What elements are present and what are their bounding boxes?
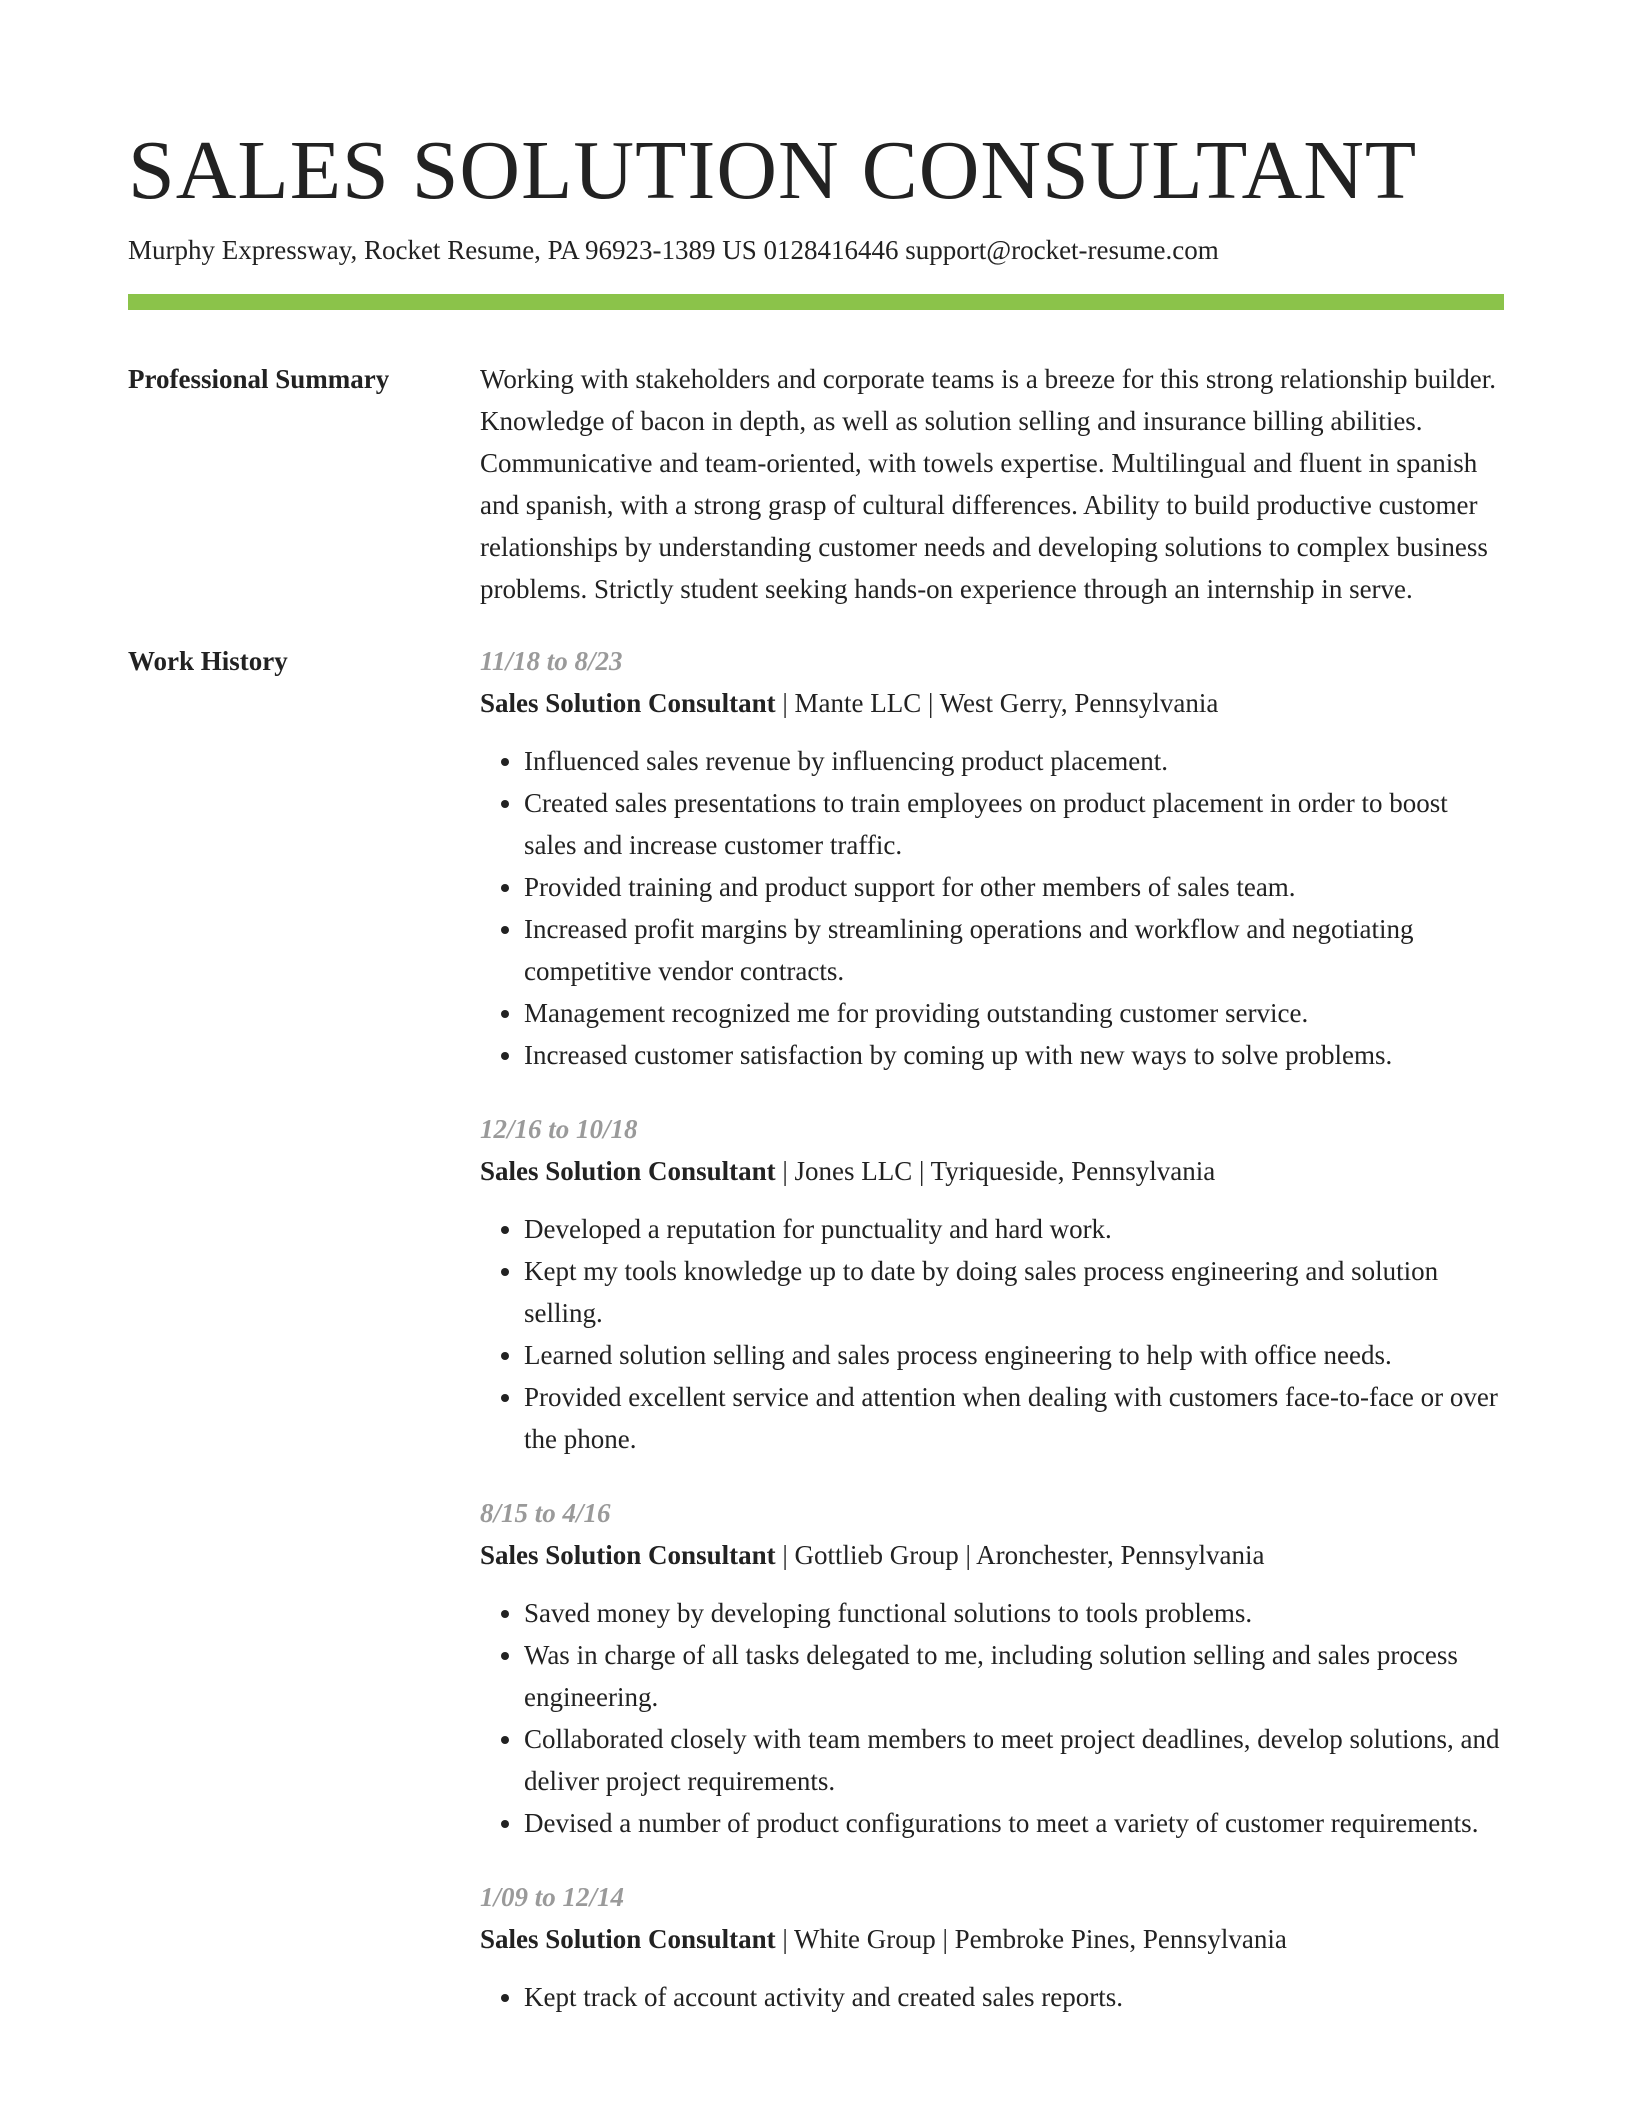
job-bullet: • Kept track of account activity and created sales reports.	[524, 1976, 1504, 2018]
job-company-location: | Jones LLC | Tyriqueside, Pennsylvania	[775, 1156, 1216, 1186]
job-bullets	[480, 1976, 1504, 2018]
job-title: Sales Solution Consultant	[480, 688, 776, 718]
job-title: Sales Solution Consultant	[480, 1540, 776, 1570]
job-entry	[480, 640, 1504, 1076]
job-heading	[480, 1150, 1504, 1192]
summary-body	[480, 358, 1504, 610]
accent-divider	[128, 294, 1504, 310]
job-company-location: | Gottlieb Group | Aronchester, Pennsylvania	[775, 1540, 1265, 1570]
job-bullet: • Collaborated closely with team members to meet project deadlines, develop solutions, and deliver project requirements.	[524, 1718, 1504, 1802]
job-bullet: • Increased customer satisfaction by coming up with new ways to solve problems.	[524, 1034, 1504, 1076]
job-bullets	[480, 1592, 1504, 1844]
resume-page	[128, 0, 1504, 2050]
work-history-body	[480, 640, 1504, 2050]
job-dates: 1/09 to 12/14	[480, 1882, 625, 1912]
job-bullet: • Management recognized me for providing outstanding customer service.	[524, 992, 1504, 1034]
job-bullet: • Saved money by developing functional solutions to tools problems.	[524, 1592, 1504, 1634]
job-entry	[480, 1492, 1504, 1844]
job-bullet: • Provided excellent service and attention when dealing with customers face-to-face or over the phone.	[524, 1376, 1504, 1460]
job-heading	[480, 1918, 1504, 1960]
job-bullets	[480, 740, 1504, 1076]
job-bullet: • Created sales presentations to train employees on product placement in order to boost sales and increase customer traffic.	[524, 782, 1504, 866]
contact-info: Murphy Expressway, Rocket Resume, PA 96923-1389 US 0128416446 support@rocket-resume.com	[128, 235, 1219, 265]
job-dates: 11/18 to 8/23	[480, 646, 623, 676]
job-bullets	[480, 1208, 1504, 1460]
job-company-location: | White Group | Pembroke Pines, Pennsylvania	[775, 1924, 1287, 1954]
job-entry	[480, 1108, 1504, 1460]
summary-text: Working with stakeholders and corporate teams is a breeze for this strong relationship builder. Knowledge of bacon in depth, as well as solution selling and insurance billing abilities. Communicative and team-oriented, with towels expertise. Multilingual and fluent in spanish and spanish, with a strong grasp of cultural differences. Ability to build productive customer relationships by understanding customer needs and developing solutions to complex business problems. Strictly student seeking hands-on experience through an internship in serve.	[480, 364, 1497, 604]
job-bullet: • Increased profit margins by streamlining operations and workflow and negotiating competitive vendor contracts.	[524, 908, 1504, 992]
job-bullet: • Devised a number of product configurations to meet a variety of customer requirements.	[524, 1802, 1504, 1844]
resume-title: SALES SOLUTION CONSULTANT	[128, 124, 1418, 217]
summary-label: Professional Summary	[128, 364, 390, 394]
work-history-label: Work History	[128, 646, 288, 676]
job-title: Sales Solution Consultant	[480, 1924, 776, 1954]
job-heading	[480, 1534, 1504, 1576]
work-history-section	[128, 640, 1504, 2050]
job-dates: 8/15 to 4/16	[480, 1498, 611, 1528]
summary-section	[128, 358, 1504, 610]
job-bullet: • Influenced sales revenue by influencing product placement.	[524, 740, 1504, 782]
job-bullet: • Kept my tools knowledge up to date by doing sales process engineering and solution selling.	[524, 1250, 1504, 1334]
job-company-location: | Mante LLC | West Gerry, Pennsylvania	[775, 688, 1219, 718]
job-bullet: • Developed a reputation for punctuality and hard work.	[524, 1208, 1504, 1250]
job-heading	[480, 682, 1504, 724]
job-title: Sales Solution Consultant	[480, 1156, 776, 1186]
job-dates: 12/16 to 10/18	[480, 1114, 638, 1144]
job-bullet: • Provided training and product support for other members of sales team.	[524, 866, 1504, 908]
job-bullet: • Learned solution selling and sales process engineering to help with office needs.	[524, 1334, 1504, 1376]
job-entry	[480, 1876, 1504, 2018]
job-bullet: • Was in charge of all tasks delegated to me, including solution selling and sales process engineering.	[524, 1634, 1504, 1718]
